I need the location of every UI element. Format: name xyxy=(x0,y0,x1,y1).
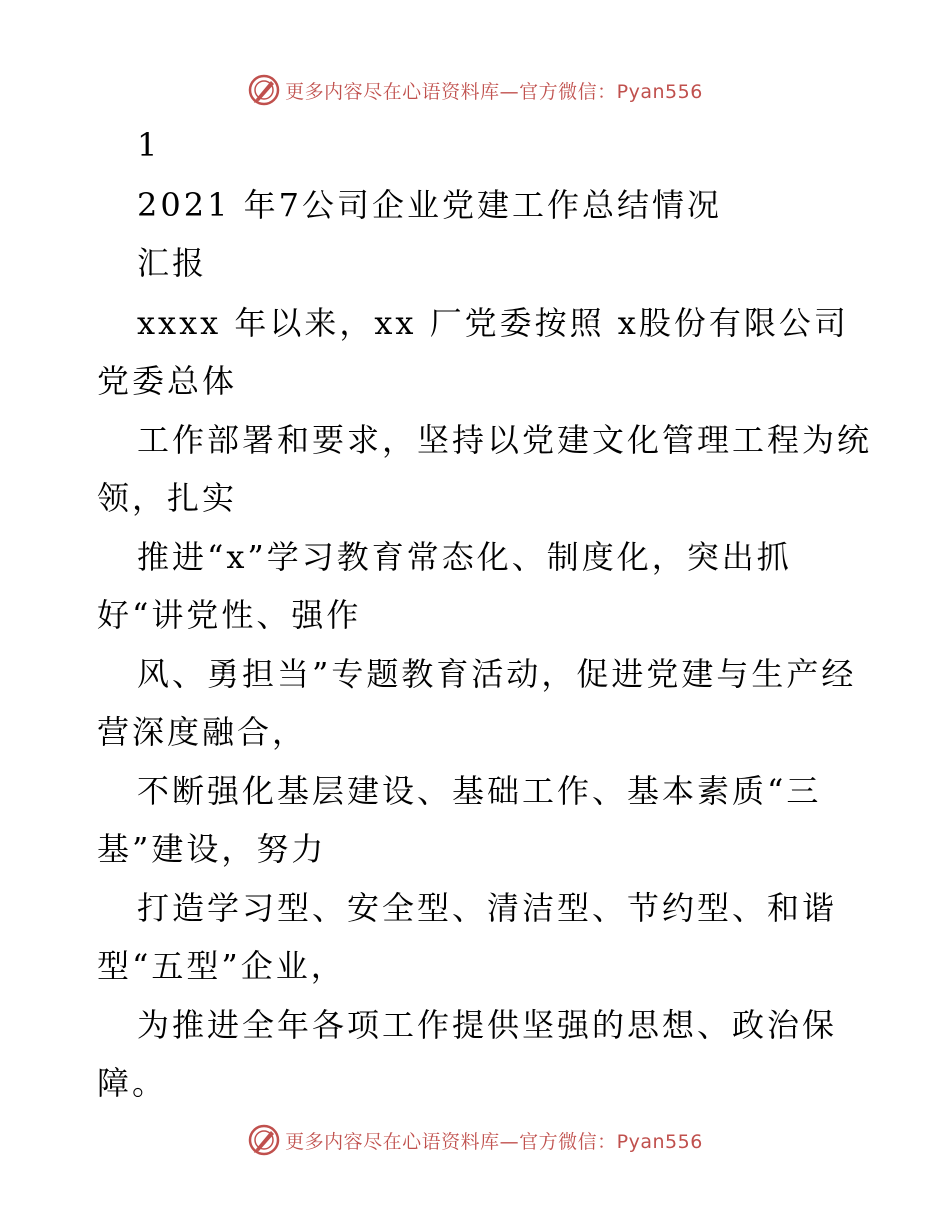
pen-seal-logo-icon xyxy=(247,1123,281,1157)
banner-text: 更多内容尽在心语资料库—官方微信：Pyan556 xyxy=(285,1130,703,1153)
document-title: 2021 年7公司企业党建工作总结情况 xyxy=(137,186,722,224)
paragraph-line: 工作部署和要求，坚持以党建文化管理工程为统 xyxy=(137,421,873,459)
paragraph-line: 风、勇担当”专题教育活动，促进党建与生产经 xyxy=(137,655,857,693)
paragraph-line: 党委总体 xyxy=(97,362,238,400)
banner-text: 更多内容尽在心语资料库—官方微信：Pyan556 xyxy=(285,80,703,103)
paragraph-line: 型“五型”企业， xyxy=(97,947,346,985)
footer-banner xyxy=(0,1120,950,1160)
paragraph-line: 障。 xyxy=(97,1064,168,1102)
paragraph-line: 好“讲党性、强作 xyxy=(97,596,362,634)
paragraph-line: 领，扎实 xyxy=(97,479,238,517)
pen-seal-logo-icon xyxy=(247,73,281,107)
paragraph-line: 营深度融合， xyxy=(97,713,308,751)
paragraph-line: 打造学习型、安全型、清洁型、节约型、和谐 xyxy=(137,889,838,927)
paragraph-line: xxxx 年以来，xx 厂党委按照 x股份有限公司 xyxy=(137,304,849,342)
paragraph-line: 不断强化基层建设、基础工作、基本素质“三 xyxy=(137,772,822,810)
paragraph-line: 基”建设，努力 xyxy=(97,830,327,868)
paragraph-line: 为推进全年各项工作提供坚强的思想、政治保 xyxy=(137,1006,838,1044)
document-title-continuation: 汇报 xyxy=(137,244,208,282)
paragraph-line: 推进“x”学习教育常态化、制度化，突出抓 xyxy=(137,538,792,576)
header-banner xyxy=(0,70,950,110)
page-number: 1 xyxy=(137,126,161,164)
